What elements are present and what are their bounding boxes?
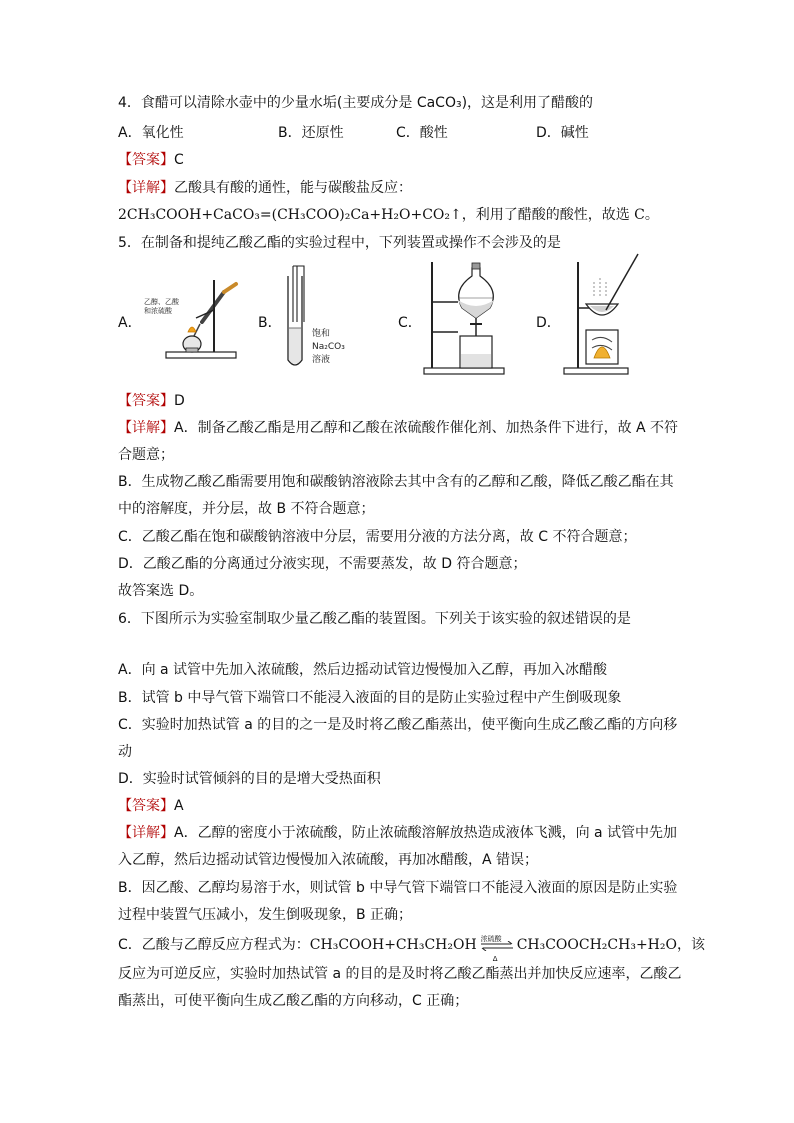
detail-tag: 【详解】 xyxy=(118,825,174,841)
q5-detail-7: 故答案选 D。 xyxy=(118,583,204,599)
q4-detail-line xyxy=(118,178,412,198)
figure-d-evaporation xyxy=(556,250,666,378)
q4-option-a: A．氧化性 xyxy=(118,125,184,141)
q4-stem: 4．食醋可以清除水壶中的少量水垢(主要成分是 CaCO₃)，这是利用了醋酸的 xyxy=(118,95,594,111)
q4-answer: C xyxy=(174,152,184,168)
q6-detail-3: B．因乙酸、乙醇均易溶于水，则试管 b 中导气管下端管口不能浸入液面的原因是防止实验 xyxy=(118,880,678,896)
q4-option-c: C．酸性 xyxy=(396,125,448,141)
q6-detail-5: 反应为可逆反应，实验时加热试管 a 的目的是及时将乙酸乙酯蒸出并加快反应速率，乙酸乙 xyxy=(118,966,682,982)
q4-options xyxy=(118,122,678,142)
q4-answer-line xyxy=(118,150,184,170)
fig-b-text-3: 溶液 xyxy=(312,355,331,365)
eq-cond-bottom: Δ xyxy=(492,955,498,963)
eq-left: CH₃COOH+CH₃CH₂OH xyxy=(309,937,477,953)
q6-option-b: B．试管 b 中导气管下端管口不能浸入液面的目的是防止实验过程中产生倒吸现象 xyxy=(118,690,622,706)
fig-b-text-1: 饱和 xyxy=(312,329,331,339)
detail-tag: 【详解】 xyxy=(118,420,174,436)
q6-detail-line xyxy=(118,823,677,843)
figure-b-test-tube xyxy=(278,262,388,374)
q5-stem: 5．在制备和提纯乙酸乙酯的实验过程中，下列装置或操作不会涉及的是 xyxy=(118,235,561,251)
q6-answer: A xyxy=(174,798,184,814)
q5-detail-2: 合题意； xyxy=(118,447,174,463)
eq-cond-top: 浓硫酸 xyxy=(480,935,502,943)
answer-tag: 【答案】 xyxy=(118,152,174,168)
fig-label-b: B． xyxy=(258,315,282,331)
fig-label-d: D． xyxy=(536,315,561,331)
q6-option-a: A．向 a 试管中先加入浓硫酸，然后边摇动试管边慢慢加入乙醇，再加入冰醋酸 xyxy=(118,662,608,678)
detail-tag: 【详解】 xyxy=(118,180,174,196)
q6-detail-1: A．乙醇的密度小于浓硫酸，防止浓硫酸溶解放热造成液体飞溅，向 a 试管中先加 xyxy=(174,825,678,841)
q4-option-b: B．还原性 xyxy=(278,125,344,141)
q4-detail-1: 乙酸具有酸的通性，能与碳酸盐反应： xyxy=(174,180,412,196)
q6-option-d: D．实验时试管倾斜的目的是增大受热面积 xyxy=(118,771,381,787)
q5-detail-line xyxy=(118,418,678,438)
answer-tag: 【答案】 xyxy=(118,393,174,409)
q5-answer-line xyxy=(118,391,185,411)
eq-right: CH₃COOCH₂CH₃+H₂O，该 xyxy=(516,937,705,953)
q5-detail-6: D．乙酸乙酯的分离通过分液实现，不需要蒸发，故 D 符合题意； xyxy=(118,556,527,572)
q6-equation-line xyxy=(118,935,705,963)
q6-detail-2: 入乙醇，然后边摇动试管边慢慢加入浓硫酸，再加冰醋酸，A 错误； xyxy=(118,852,539,868)
q5-detail-5: C．乙酸乙酯在饱和碳酸钠溶液中分层，需要用分液的方法分离，故 C 不符合题意； xyxy=(118,529,637,545)
q6-answer-line xyxy=(118,796,184,816)
fig-label-a: A． xyxy=(118,315,142,331)
q5-detail-3: B．生成物乙酸乙酯需要用饱和碳酸钠溶液除去其中含有的乙醇和乙酸，降低乙酸乙酯在其 xyxy=(118,474,674,490)
eq-prefix: C．乙酸与乙醇反应方程式为： xyxy=(118,937,310,953)
q6-detail-4: 过程中装置气压减小，发生倒吸现象，B 正确； xyxy=(118,907,413,923)
q6-option-c: C．实验时加热试管 a 的目的之一是及时将乙酸乙酯蒸出，使平衡向生成乙酸乙酯的方向移 xyxy=(118,717,678,733)
q6-option-c-cont: 动 xyxy=(118,744,132,760)
q5-answer: D xyxy=(174,393,185,409)
q6-stem: 6．下图所示为实验室制取少量乙酸乙酯的装置图。下列关于该实验的叙述错误的是 xyxy=(118,611,631,627)
eq-arrow xyxy=(477,935,517,963)
fig-a-text-2: 和浓硫酸 xyxy=(144,307,172,315)
answer-tag: 【答案】 xyxy=(118,798,174,814)
fig-b-text-2: Na₂CO₃ xyxy=(312,342,345,352)
q5-figures xyxy=(118,262,678,380)
figure-c-separatory-funnel xyxy=(418,258,528,380)
fig-label-c: C． xyxy=(398,315,422,331)
q4-detail-2: 2CH₃COOH+CaCO₃=(CH₃COO)₂Ca+H₂O+CO₂↑，利用了醋酸的酸性，故选 C。 xyxy=(118,207,659,223)
fig-a-text-1: 乙醇、乙酸 xyxy=(144,298,179,306)
q4-option-d: D．碱性 xyxy=(536,125,589,141)
q5-detail-4: 中的溶解度，并分层，故 B 不符合题意； xyxy=(118,501,375,517)
q5-detail-1: A．制备乙酸乙酯是用乙醇和乙酸在浓硫酸作催化剂、加热条件下进行，故 A 不符 xyxy=(174,420,679,436)
figure-a-heating-apparatus xyxy=(144,270,256,370)
q6-detail-6: 酯蒸出，可使平衡向生成乙酸乙酯的方向移动，C 正确； xyxy=(118,993,469,1009)
